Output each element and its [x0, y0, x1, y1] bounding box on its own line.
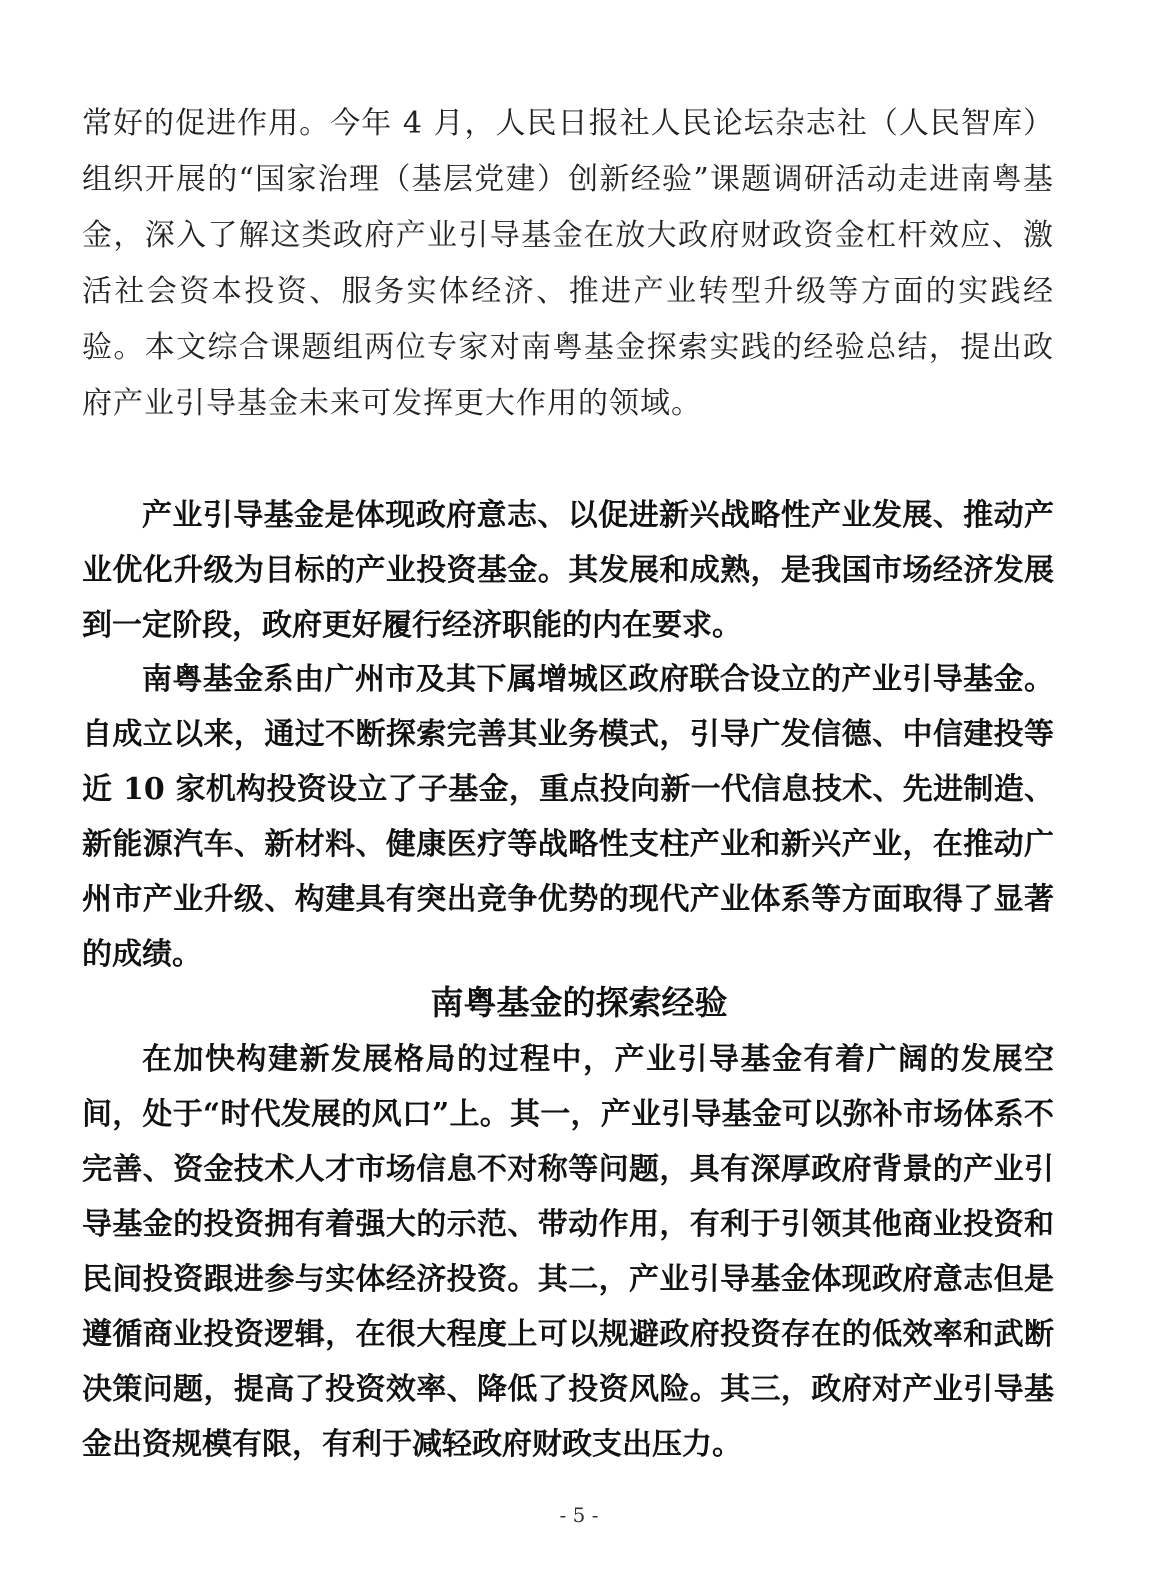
section-title: 南粤基金的探索经验 [430, 983, 728, 1022]
body-paragraph-1 [82, 488, 1054, 653]
intro-paragraph: 常好的促进作用。今年 4 月，人民日报社人民论坛杂志社（人民智库）组织开展的“国家治理（基层党建）创新经验”课题调研活动走进南粤基金，深入了解这类政府产业引导基金在放大政府财政资金杠杆效应、激活社会资本投资、服务实体经济、推进产业转型升级等方面的实践经验。本文综合课题组两位专家对南粤基金探索实践的经验总结，提出政府产业引导基金未来可发挥更大作用的领域。 [82, 106, 1054, 421]
paragraph-text: 产业引导基金是体现政府意志、以促进新兴战略性产业发展、推动产业优化升级为目标的产业投资基金。其发展和成熟，是我国市场经济发展到一定阶段，政府更好履行经济职能的内在要求。 [82, 498, 1054, 643]
paragraph-text: 南粤基金系由广州市及其下属增城区政府联合设立的产业引导基金。自成立以来，通过不断探索完善其业务模式，引导广发信德、中信建投等近 10 家机构投资设立了子基金，重点投向新一代信息技术、先进制造、新能源汽车、新材料、健康医疗等战略性支柱产业和新兴产业，在推动广州市产业升级、构建具有突出竞争优势的现代产业体系等方面取得了显著的成绩。 [82, 662, 1054, 972]
body-paragraph-2 [82, 652, 1054, 982]
paragraph-text: 在加快构建新发展格局的过程中，产业引导基金有着广阔的发展空间，处于“时代发展的风口”上。其一，产业引导基金可以弥补市场体系不完善、资金技术人才市场信息不对称等问题，具有深厚政府背景的产业引导基金的投资拥有着强大的示范、带动作用，有利于引领其他商业投资和民间投资跟进参与实体经济投资。其二，产业引导基金体现政府意志但是遵循商业投资逻辑，在很大程度上可以规避政府投资存在的低效率和武断决策问题，提高了投资效率、降低了投资风险。其三，政府对产业引导基金出资规模有限，有利于减轻政府财政支出压力。 [82, 1042, 1054, 1462]
body-paragraph-3 [82, 1032, 1054, 1472]
page-number: - 5 - [559, 1503, 599, 1527]
